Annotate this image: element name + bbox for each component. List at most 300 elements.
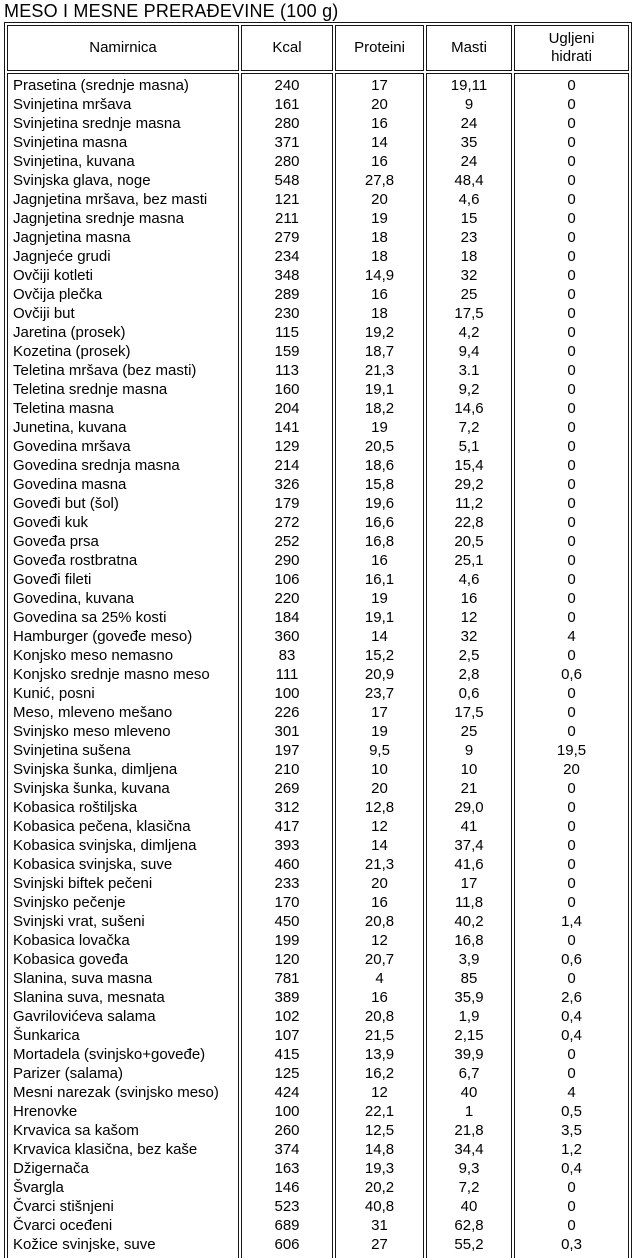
protein-value: 15,8: [364, 476, 395, 493]
food-name: Slanina, suva masna: [13, 970, 153, 987]
fat-value: 41: [460, 818, 478, 835]
kcal-value: 417: [274, 818, 300, 835]
carb-value: 0,6: [561, 951, 582, 968]
food-name: Krvavica sa kašom: [13, 1122, 139, 1139]
kcal-value: 371: [274, 134, 300, 151]
fat-value: 9: [464, 742, 474, 759]
kcal-value: 121: [274, 191, 300, 208]
kcal-value: 312: [274, 799, 300, 816]
food-name: Prasetina (srednje masna): [13, 77, 189, 94]
carb-value: 0: [567, 1217, 576, 1234]
carb-value: 0: [567, 324, 576, 341]
fat-value: 41,6: [454, 856, 484, 873]
protein-value: 14,9: [364, 267, 395, 284]
column-header-label: Proteini: [354, 39, 405, 56]
food-name: Čvarci stišnjeni: [13, 1198, 114, 1215]
fat-value: 3.1: [458, 362, 480, 379]
carb-value: 0,5: [561, 1103, 582, 1120]
food-name: Junetina, kuvana: [13, 419, 127, 436]
kcal-value: 120: [274, 951, 300, 968]
kcal-value: 129: [274, 438, 300, 455]
table-body-row: [7, 73, 629, 1258]
fat-value: 9,2: [458, 381, 480, 398]
kcal-value: 160: [274, 381, 300, 398]
kcal-value: 450: [274, 913, 300, 930]
table-body: [7, 73, 629, 1258]
food-name: Jagnjetina masna: [13, 229, 131, 246]
fat-value: 16: [460, 590, 478, 607]
protein-value: 18: [371, 248, 388, 265]
carb-value: 1,4: [561, 913, 582, 930]
kcal-value: 233: [274, 875, 300, 892]
carb-value: 0: [567, 894, 576, 911]
protein-value: 14: [371, 134, 388, 151]
fat-value: 7,2: [458, 1179, 480, 1196]
fat-value: 6,7: [458, 1065, 480, 1082]
carb-value: 0: [567, 704, 576, 721]
fat-value: 25,1: [454, 552, 484, 569]
food-name: Goveđi but (šol): [13, 495, 119, 512]
kcal-value: 689: [274, 1217, 300, 1234]
kcal-value: 83: [278, 647, 296, 664]
food-name: Parizer (salama): [13, 1065, 124, 1082]
carb-value: 0: [567, 191, 576, 208]
protein-value: 13,9: [364, 1046, 395, 1063]
carb-value: 0: [567, 115, 576, 132]
protein-value: 16,6: [364, 514, 395, 531]
food-name: Svinjski vrat, sušeni: [13, 913, 145, 930]
fat-value: 48,4: [454, 172, 484, 189]
column-kcal-values: [241, 73, 333, 1258]
fat-value: 40: [460, 1084, 478, 1101]
protein-value: 19: [371, 419, 388, 436]
carb-value: 0: [567, 210, 576, 227]
food-name: Svinjetina sušena: [13, 742, 131, 759]
protein-value: 16: [371, 286, 388, 303]
kcal-value: 279: [274, 229, 300, 246]
food-name: Teletina masna: [13, 400, 114, 417]
carb-value: 0: [567, 96, 576, 113]
food-name: Mesni narezak (svinjsko meso): [13, 1084, 219, 1101]
fat-value: 24: [460, 153, 478, 170]
protein-value: 18: [371, 305, 388, 322]
kcal-value: 240: [274, 77, 300, 94]
column-header-ugljeni-hidrati: [514, 25, 629, 71]
column-header-proteini: [335, 25, 424, 71]
food-name: Kozetina (prosek): [13, 343, 131, 360]
protein-value: 21,3: [364, 856, 395, 873]
kcal-value: 226: [274, 704, 300, 721]
kcal-value: 230: [274, 305, 300, 322]
fat-value: 40,2: [454, 913, 484, 930]
kcal-value: 163: [274, 1160, 300, 1177]
kcal-value: 179: [274, 495, 300, 512]
protein-value: 21,3: [364, 362, 395, 379]
carb-value: 0: [567, 419, 576, 436]
food-name: Svinjska glava, noge: [13, 172, 151, 189]
carb-value: 1,2: [561, 1141, 582, 1158]
carb-value: 0: [567, 723, 576, 740]
carb-value: 0: [567, 571, 576, 588]
kcal-value: 280: [274, 115, 300, 132]
food-name: Džigernača: [13, 1160, 89, 1177]
kcal-value: 115: [275, 324, 299, 341]
kcal-value: 204: [274, 400, 300, 417]
fat-value: 85: [460, 970, 478, 987]
food-name: Svinjetina mršava: [13, 96, 132, 113]
food-name: Jagnjetina mršava, bez masti: [13, 191, 208, 208]
protein-value: 20: [371, 875, 388, 892]
food-name: Teletina mršava (bez masti): [13, 362, 197, 379]
fat-value: 1,9: [458, 1008, 480, 1025]
food-name: Kobasica svinjska, suve: [13, 856, 173, 873]
kcal-value: 184: [274, 609, 300, 626]
food-name: Goveđi kuk: [13, 514, 89, 531]
fat-value: 5,1: [458, 438, 480, 455]
fat-value: 9: [464, 96, 474, 113]
kcal-value: 269: [274, 780, 300, 797]
table-header: [7, 25, 629, 71]
food-name: Kobasica lovačka: [13, 932, 130, 949]
fat-value: 17,5: [454, 305, 484, 322]
fat-value: 4,6: [458, 571, 480, 588]
protein-value: 4: [375, 970, 384, 987]
fat-value: 15,4: [454, 457, 484, 474]
kcal-value: 161: [274, 96, 300, 113]
fat-value: 62,8: [454, 1217, 484, 1234]
carb-value: 0: [567, 609, 576, 626]
carb-value: 0: [567, 229, 576, 246]
protein-value: 18,6: [364, 457, 395, 474]
kcal-value: 252: [274, 533, 300, 550]
protein-value: 14,8: [364, 1141, 395, 1158]
food-name: Meso, mleveno mešano: [13, 704, 173, 721]
fat-value: 11,2: [454, 495, 484, 512]
food-name: Kunić, posni: [13, 685, 95, 702]
food-name: Kobasica goveđa: [13, 951, 129, 968]
fat-value: 4,2: [458, 324, 480, 341]
column-header-label: Namirnica: [89, 39, 157, 56]
fat-value: 29,2: [454, 476, 484, 493]
carb-value: 3,5: [561, 1122, 582, 1139]
fat-value: 22,8: [454, 514, 484, 531]
food-name: Svinjski biftek pečeni: [13, 875, 153, 892]
food-name: Šunkarica: [13, 1027, 80, 1044]
food-name: Govedina masna: [13, 476, 127, 493]
carb-value: 0: [567, 305, 576, 322]
protein-value: 19,3: [364, 1160, 395, 1177]
fat-value: 21: [460, 780, 478, 797]
fat-value: 35,9: [454, 989, 484, 1006]
carb-value: 0: [567, 875, 576, 892]
protein-value: 19: [371, 210, 388, 227]
fat-value: 3,9: [458, 951, 480, 968]
carb-value: 2,6: [561, 989, 582, 1006]
carb-value: 4: [567, 1084, 576, 1101]
column-header-namirnica: [7, 25, 239, 71]
fat-value: 2,8: [458, 666, 480, 683]
food-name: Govedina srednja masna: [13, 457, 180, 474]
protein-value: 19,6: [364, 495, 395, 512]
kcal-value: 113: [275, 362, 299, 379]
food-name: Konjsko meso nemasno: [13, 647, 174, 664]
kcal-value: 415: [274, 1046, 300, 1063]
food-name: Teletina srednje masna: [13, 381, 168, 398]
fat-value: 9,4: [458, 343, 480, 360]
kcal-value: 159: [274, 343, 300, 360]
kcal-value: 210: [274, 761, 300, 778]
kcal-value: 214: [274, 457, 300, 474]
protein-value: 19: [371, 723, 388, 740]
carb-value: 0: [567, 362, 576, 379]
carb-value: 0: [567, 647, 576, 664]
carb-value: 0,4: [561, 1160, 582, 1177]
carb-value: 0: [567, 286, 576, 303]
kcal-value: 290: [274, 552, 300, 569]
column-carb-values: [514, 73, 629, 1258]
food-name: Čvarci oceđeni: [13, 1217, 113, 1234]
fat-value: 25: [460, 723, 478, 740]
protein-value: 18,2: [364, 400, 395, 417]
fat-value: 29,0: [454, 799, 484, 816]
carb-value: 4: [567, 628, 576, 645]
protein-value: 20,8: [364, 913, 395, 930]
protein-value: 14: [371, 837, 388, 854]
food-name: Goveđa rostbratna: [13, 552, 138, 569]
fat-value: 17,5: [454, 704, 484, 721]
protein-value: 20,2: [364, 1179, 395, 1196]
food-name: Govedina, kuvana: [13, 590, 134, 607]
food-name: Hamburger (goveđe meso): [13, 628, 193, 645]
kcal-value: 125: [274, 1065, 300, 1082]
carb-value: 0: [567, 685, 576, 702]
protein-value: 20,5: [364, 438, 395, 455]
food-name: Ovčiji kotleti: [13, 267, 94, 284]
kcal-value: 424: [274, 1084, 300, 1101]
protein-value: 10: [371, 761, 388, 778]
kcal-value: 348: [274, 267, 300, 284]
fat-value: 11,8: [454, 894, 484, 911]
protein-value: 14: [371, 628, 388, 645]
kcal-value: 197: [274, 742, 300, 759]
fat-value: 23: [460, 229, 478, 246]
food-name: Hrenovke: [13, 1103, 78, 1120]
protein-value: 20,8: [364, 1008, 395, 1025]
protein-value: 12: [371, 1084, 388, 1101]
fat-value: 32: [460, 267, 478, 284]
fat-value: 21,8: [454, 1122, 484, 1139]
fat-value: 19,11: [450, 77, 488, 94]
protein-value: 18: [371, 229, 388, 246]
fat-value: 24: [460, 115, 478, 132]
kcal-value: 220: [274, 590, 300, 607]
carb-value: 0: [567, 77, 576, 94]
food-name: Kobasica pečena, klasična: [13, 818, 191, 835]
fat-value: 14,6: [454, 400, 484, 417]
food-name: Kožice svinjske, suve: [13, 1236, 156, 1253]
carb-value: 0: [567, 495, 576, 512]
carb-value: 0,4: [561, 1008, 582, 1025]
protein-value: 16: [371, 552, 388, 569]
food-name: Govedina sa 25% kosti: [13, 609, 167, 626]
carb-value: 0: [567, 343, 576, 360]
carb-value: 0: [567, 267, 576, 284]
fat-value: 20,5: [454, 533, 484, 550]
carb-value: 0: [567, 970, 576, 987]
food-name: Goveđa prsa: [13, 533, 99, 550]
food-name: Svinjetina, kuvana: [13, 153, 135, 170]
fat-value: 55,2: [454, 1236, 484, 1253]
protein-value: 18,7: [364, 343, 395, 360]
kcal-value: 102: [274, 1008, 300, 1025]
protein-value: 27,8: [364, 172, 395, 189]
carb-value: 0: [567, 134, 576, 151]
protein-value: 19,2: [364, 324, 395, 341]
kcal-value: 199: [274, 932, 300, 949]
protein-value: 20: [371, 96, 388, 113]
food-name: Krvavica klasična, bez kaše: [13, 1141, 198, 1158]
protein-value: 16: [371, 153, 388, 170]
food-name: Kobasica roštiljska: [13, 799, 138, 816]
kcal-value: 146: [274, 1179, 300, 1196]
fat-value: 15: [460, 210, 478, 227]
food-name: Ovčija plečka: [13, 286, 103, 303]
carb-value: 0: [567, 590, 576, 607]
protein-value: 16: [371, 115, 388, 132]
food-name: Svinjsko meso mleveno: [13, 723, 171, 740]
page-title: MESO I MESNE PRERAĐEVINE (100 g): [4, 1, 339, 21]
kcal-value: 106: [274, 571, 300, 588]
fat-value: 9,3: [458, 1160, 480, 1177]
protein-value: 20,9: [364, 666, 395, 683]
fat-value: 40: [460, 1198, 478, 1215]
food-name: Gavrilovićeva salama: [13, 1008, 156, 1025]
kcal-value: 781: [274, 970, 300, 987]
food-name: Švargla: [13, 1179, 64, 1196]
protein-value: 15,2: [364, 647, 395, 664]
carb-value: 0: [567, 1198, 576, 1215]
carb-value: 0: [567, 153, 576, 170]
carb-value: 0: [567, 818, 576, 835]
protein-value: 19,1: [364, 381, 395, 398]
kcal-value: 280: [274, 153, 300, 170]
protein-value: 23,7: [364, 685, 395, 702]
kcal-value: 141: [274, 419, 300, 436]
protein-value: 9,5: [369, 742, 390, 759]
carb-value: 0: [567, 837, 576, 854]
kcal-value: 100: [274, 1103, 300, 1120]
fat-value: 0,6: [458, 685, 480, 702]
protein-value: 20,7: [364, 951, 395, 968]
nutrition-table: [4, 22, 632, 1258]
protein-value: 19,1: [364, 609, 395, 626]
carb-value: 19,5: [556, 742, 587, 759]
kcal-value: 301: [274, 723, 300, 740]
fat-value: 2,15: [454, 1027, 484, 1044]
carb-value: 0: [567, 172, 576, 189]
food-name: Ovčiji but: [13, 305, 75, 322]
protein-value: 40,8: [364, 1198, 395, 1215]
kcal-value: 272: [274, 514, 300, 531]
food-name: Jaretina (prosek): [13, 324, 126, 341]
column-fat-values: [426, 73, 512, 1258]
kcal-value: 460: [274, 856, 300, 873]
food-name: Slanina suva, mesnata: [13, 989, 165, 1006]
column-header-label: Masti: [451, 39, 487, 56]
protein-value: 22,1: [364, 1103, 395, 1120]
carb-value: 0: [567, 248, 576, 265]
kcal-value: 523: [274, 1198, 300, 1215]
carb-value: 0: [567, 932, 576, 949]
fat-value: 17: [460, 875, 478, 892]
column-header-label: Ugljeni hidrati: [548, 30, 595, 65]
food-name: Svinjska šunka, dimljena: [13, 761, 178, 778]
protein-value: 17: [371, 77, 388, 94]
food-name: Svinjetina srednje masna: [13, 115, 181, 132]
kcal-value: 548: [274, 172, 300, 189]
kcal-value: 606: [274, 1236, 300, 1253]
carb-value: 0: [567, 476, 576, 493]
fat-value: 12: [460, 609, 478, 626]
carb-value: 0: [567, 438, 576, 455]
protein-value: 17: [371, 704, 388, 721]
kcal-value: 260: [274, 1122, 300, 1139]
kcal-value: 234: [274, 248, 300, 265]
carb-value: 0: [567, 1065, 576, 1082]
protein-value: 16: [371, 989, 388, 1006]
kcal-value: 393: [274, 837, 300, 854]
kcal-value: 211: [275, 210, 299, 227]
food-name: Mortadela (svinjsko+goveđe): [13, 1046, 206, 1063]
carb-value: 0,3: [561, 1236, 582, 1253]
column-header-kcal: [241, 25, 333, 71]
column-header-label: Kcal: [272, 39, 302, 56]
fat-value: 1: [464, 1103, 474, 1120]
fat-value: 4,6: [458, 191, 480, 208]
food-name: Svinjetina masna: [13, 134, 128, 151]
protein-value: 16,8: [364, 533, 395, 550]
fat-value: 2,5: [458, 647, 480, 664]
carb-value: 0: [567, 856, 576, 873]
food-name: Konjsko srednje masno meso: [13, 666, 210, 683]
carb-value: 0: [567, 381, 576, 398]
column-header-masti: [426, 25, 512, 71]
protein-value: 16,2: [364, 1065, 395, 1082]
protein-value: 31: [371, 1217, 388, 1234]
protein-value: 21,5: [364, 1027, 395, 1044]
carb-value: 0: [567, 1046, 576, 1063]
food-name: Govedina mršava: [13, 438, 131, 455]
kcal-value: 111: [275, 666, 299, 683]
food-name: Jagnjetina srednje masna: [13, 210, 184, 227]
fat-value: 10: [460, 761, 478, 778]
protein-value: 19: [371, 590, 388, 607]
protein-value: 12: [371, 932, 388, 949]
carb-value: 0: [567, 400, 576, 417]
protein-value: 12: [371, 818, 388, 835]
kcal-value: 289: [274, 286, 300, 303]
carb-value: 0,6: [561, 666, 582, 683]
carb-value: 0: [567, 533, 576, 550]
fat-value: 39,9: [454, 1046, 484, 1063]
kcal-value: 360: [274, 628, 300, 645]
kcal-value: 170: [274, 894, 300, 911]
carb-value: 0: [567, 514, 576, 531]
kcal-value: 389: [274, 989, 300, 1006]
fat-value: 7,2: [458, 419, 480, 436]
fat-value: 32: [460, 628, 478, 645]
fat-value: 18: [460, 248, 478, 265]
